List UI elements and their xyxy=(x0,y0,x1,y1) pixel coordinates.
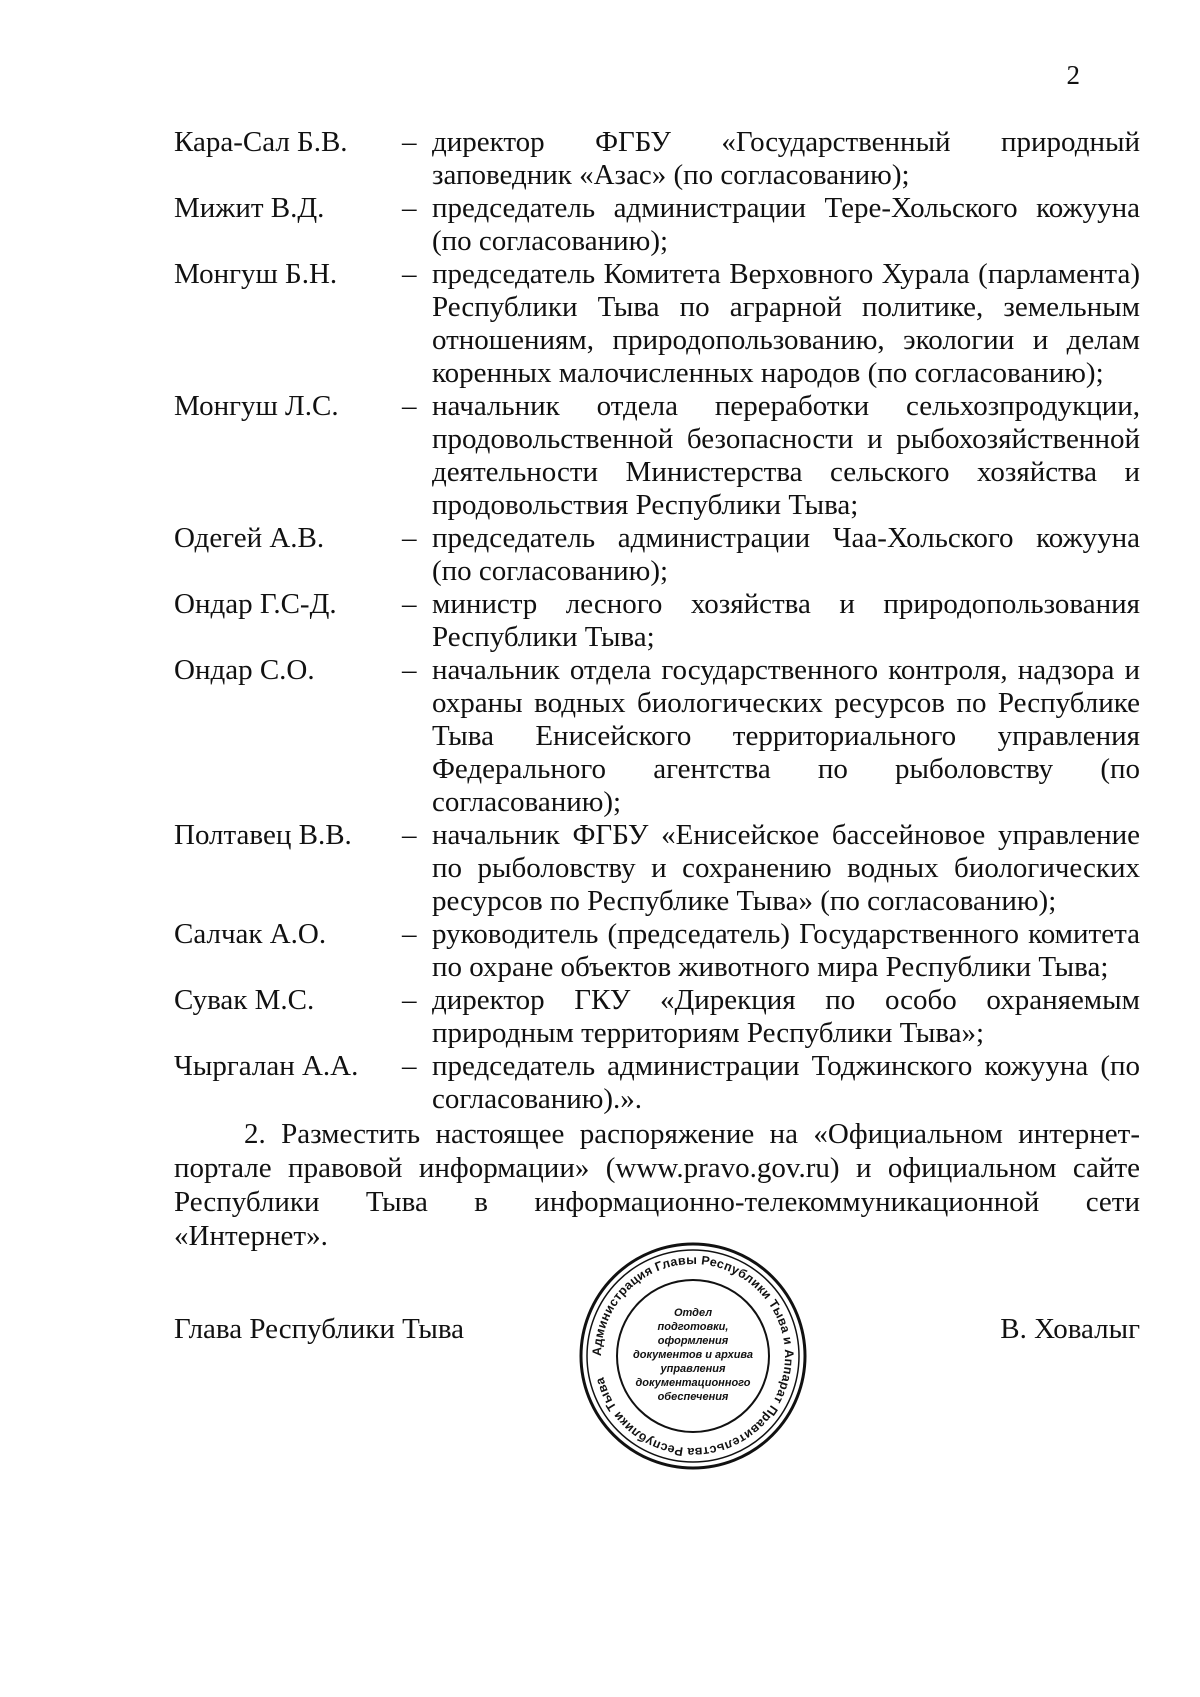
member-dash: – xyxy=(402,258,417,290)
member-role: председатель Комитета Верховного Хурала (парламента) Республики Тыва по аграрной политике, земельным отношениям, природопользованию, экологии и делам коренных малочисленных народов (по согласованию); xyxy=(432,258,1140,389)
list-item xyxy=(174,918,1140,984)
list-item xyxy=(174,984,1140,1050)
seal-inner-line: оформления xyxy=(657,1335,729,1347)
list-item xyxy=(174,819,1140,918)
official-seal xyxy=(577,1240,809,1472)
member-dash: – xyxy=(402,1050,417,1082)
seal-inner-line: подготовки, xyxy=(657,1321,729,1333)
member-role: руководитель (председатель) Государственного комитета по охране объектов животного мира Республики Тыва; xyxy=(432,918,1140,983)
seal-inner-line: обеспечения xyxy=(657,1391,729,1403)
member-name: Полтавец В.В. xyxy=(174,819,352,851)
member-role: министр лесного хозяйства и природопользования Республики Тыва; xyxy=(432,588,1140,653)
member-name: Одегей А.В. xyxy=(174,522,325,554)
list-item xyxy=(174,588,1140,654)
member-role: председатель администрации Чаа-Хольского кожууна (по согласованию); xyxy=(432,522,1140,587)
member-dash: – xyxy=(402,126,417,158)
member-name: Чыргалан А.А. xyxy=(174,1050,359,1082)
member-dash: – xyxy=(402,819,417,851)
paragraph-2: 2. Разместить настоящее распоряжение на «Официальном интернет-портале правовой информации» (www.pravo.gov.ru) и официальном сайте Республики Тыва в информационно-телекоммуникационной сети «Интернет». xyxy=(174,1118,1140,1252)
member-name: Салчак А.О. xyxy=(174,918,327,950)
member-dash: – xyxy=(402,522,417,554)
member-name: Кара-Сал Б.В. xyxy=(174,126,348,158)
seal-outer-text: Администрация Главы Республики Тыва и Аппарат Правительства Республики Тыва xyxy=(589,1252,797,1460)
member-dash: – xyxy=(402,390,417,422)
member-name: Ондар С.О. xyxy=(174,654,315,686)
list-item xyxy=(174,258,1140,390)
seal-inner-line: документационного xyxy=(635,1377,751,1389)
seal-inner-line: Отдел xyxy=(673,1307,713,1319)
list-item xyxy=(174,192,1140,258)
member-dash: – xyxy=(402,588,417,620)
list-item xyxy=(174,522,1140,588)
member-dash: – xyxy=(402,918,417,950)
list-item xyxy=(174,1050,1140,1116)
member-name: Ондар Г.С-Д. xyxy=(174,588,337,620)
member-role: председатель администрации Тоджинского кожууна (по согласованию).». xyxy=(432,1050,1140,1115)
seal-inner-line: документов и архива xyxy=(632,1349,754,1361)
member-role: начальник отдела государственного контроля, надзора и охраны водных биологических ресурсов по Республике Тыва Енисейского территориального управления Федерального агентства по рыболовству (по согласованию); xyxy=(432,654,1140,818)
seal-inner-line: управления xyxy=(660,1363,726,1375)
page-number: 2 xyxy=(1066,60,1080,90)
members-list xyxy=(174,126,1140,1116)
member-dash: – xyxy=(402,654,417,686)
member-name: Монгуш Б.Н. xyxy=(174,258,338,290)
member-name: Сувак М.С. xyxy=(174,984,315,1016)
list-item xyxy=(174,654,1140,819)
member-dash: – xyxy=(402,984,417,1016)
list-item xyxy=(174,390,1140,522)
signatory-name: В. Ховалыг xyxy=(1000,1313,1140,1345)
member-name: Мижит В.Д. xyxy=(174,192,325,224)
member-name: Монгуш Л.С. xyxy=(174,390,339,422)
list-item xyxy=(174,126,1140,192)
member-role: директор ГКУ «Дирекция по особо охраняемым природным территориям Республики Тыва»; xyxy=(432,984,1140,1049)
member-role: начальник отдела переработки сельхозпродукции, продовольственной безопасности и рыбохозяйственной деятельности Министерства сельского хозяйства и продовольствия Республики Тыва; xyxy=(432,390,1140,521)
member-role: председатель администрации Тере-Хольского кожууна (по согласованию); xyxy=(432,192,1140,257)
member-role: начальник ФГБУ «Енисейское бассейновое управление по рыболовству и сохранению водных биологических ресурсов по Республике Тыва» (по согласованию); xyxy=(432,819,1140,917)
signatory-title: Глава Республики Тыва xyxy=(174,1313,465,1345)
member-dash: – xyxy=(402,192,417,224)
member-role: директор ФГБУ «Государственный природный заповедник «Азас» (по согласованию); xyxy=(432,126,1140,191)
